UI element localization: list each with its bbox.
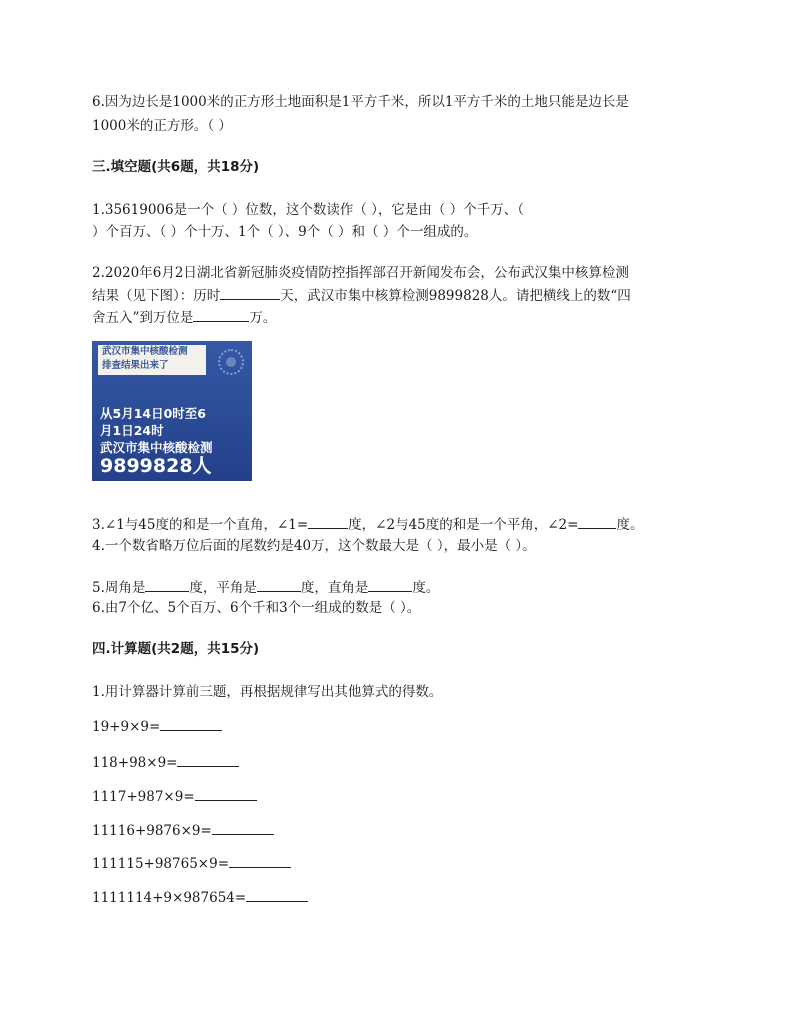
fill-question-2-text-b: 天，武汉市集中核算检测9899828人。请把横线上的数“四: [280, 288, 631, 304]
formula-2: [92, 752, 712, 774]
formula-6: [92, 887, 712, 909]
test-result-image: [92, 341, 252, 481]
image-line-3: 武汉市集中核酸检测: [100, 440, 213, 455]
answer-blank-angle-2[interactable]: [578, 514, 616, 529]
fill-question-5-text-d: 度。: [412, 580, 440, 596]
formula-text: 11116+9876×9=: [92, 823, 212, 839]
fill-question-2-text-c: 舍五入”到万位是: [92, 310, 194, 326]
formula-text: 1111114+9×987654=: [92, 890, 247, 906]
answer-blank-rounded[interactable]: [193, 307, 249, 322]
image-banner-line-1: 武汉市集中核酸检测: [102, 346, 188, 357]
fill-question-5-text-c: 度，直角是: [300, 580, 369, 596]
image-banner-line-2: 排查结果出来了: [102, 360, 169, 371]
section-4-title: 四.计算题(共2题，共15分): [92, 641, 260, 657]
answer-blank-full-angle[interactable]: [145, 577, 189, 592]
answer-blank-days[interactable]: [220, 285, 280, 300]
formula-1: [92, 716, 712, 738]
fill-question-3-text-b: 度，∠2与45度的和是一个平角，∠2=: [348, 517, 579, 533]
section-3-title: 三.填空题(共6题，共18分): [92, 159, 260, 175]
answer-blank-formula-6[interactable]: [246, 887, 308, 902]
fill-question-1-line-1: 1.35619006是一个（ ）位数，这个数读作（ ），它是由（ ）个千万、（: [92, 202, 524, 218]
image-line-1: 从5月14日0时至6: [100, 406, 206, 421]
fill-question-6: 6.由7个亿、5个百万、6个千和3个一组成的数是（ ）。: [92, 600, 421, 616]
formula-text: 118+98×9=: [92, 755, 178, 771]
formula-4: [92, 820, 712, 842]
image-banner: [98, 345, 206, 375]
judgement-question-6-line-2: 1000米的正方形。（ ）: [92, 118, 232, 134]
fill-question-3: [92, 514, 712, 536]
fill-question-5: [92, 577, 712, 599]
image-body-text: [100, 405, 213, 456]
fill-question-2-line-1: 2.2020年6月2日湖北省新冠肺炎疫情防控指挥部召开新闻发布会，公布武汉集中核算检测: [92, 265, 629, 281]
image-count: 9899828人: [100, 455, 212, 477]
answer-blank-formula-2[interactable]: [177, 752, 239, 767]
answer-blank-angle-1[interactable]: [308, 514, 348, 529]
answer-blank-formula-5[interactable]: [229, 853, 291, 868]
formula-text: 19+9×9=: [92, 719, 161, 735]
formula-text: 111115+98765×9=: [92, 856, 230, 872]
fill-question-2-text-d: 万。: [249, 310, 277, 326]
image-line-2: 月1日24时: [100, 423, 164, 438]
answer-blank-formula-3[interactable]: [195, 786, 257, 801]
fill-question-1-line-2: ）个百万、（ ）个十万、1个（ ）、9个（ ）和（ ）个一组成的。: [92, 224, 478, 240]
fill-question-2-line-3: [92, 307, 712, 329]
fill-question-3-text-a: 3.∠1与45度的和是一个直角，∠1=: [92, 517, 309, 533]
fill-question-2-line-2: [92, 285, 712, 307]
answer-blank-formula-1[interactable]: [160, 716, 222, 731]
answer-blank-right-angle[interactable]: [368, 577, 412, 592]
fill-question-2-text-a: 结果（见下图）：历时: [92, 288, 221, 304]
fill-question-3-text-c: 度。: [616, 517, 644, 533]
virus-icon: [218, 349, 244, 375]
answer-blank-straight-angle[interactable]: [257, 577, 301, 592]
fill-question-5-text-b: 度，平角是: [189, 580, 257, 596]
formula-text: 1117+987×9=: [92, 789, 195, 805]
formula-5: [92, 853, 712, 875]
fill-question-5-text-a: 5.周角是: [92, 580, 146, 596]
fill-question-4: 4.一个数省略万位后面的尾数约是40万，这个数最大是（ ），最小是（ ）。: [92, 538, 536, 554]
answer-blank-formula-4[interactable]: [212, 820, 274, 835]
calc-question-1: 1.用计算器计算前三题，再根据规律写出其他算式的得数。: [92, 684, 443, 700]
formula-3: [92, 786, 712, 808]
judgement-question-6-line-1: 6.因为边长是1000米的正方形土地面积是1平方千米，所以1平方千米的土地只能是边长是: [92, 94, 629, 110]
